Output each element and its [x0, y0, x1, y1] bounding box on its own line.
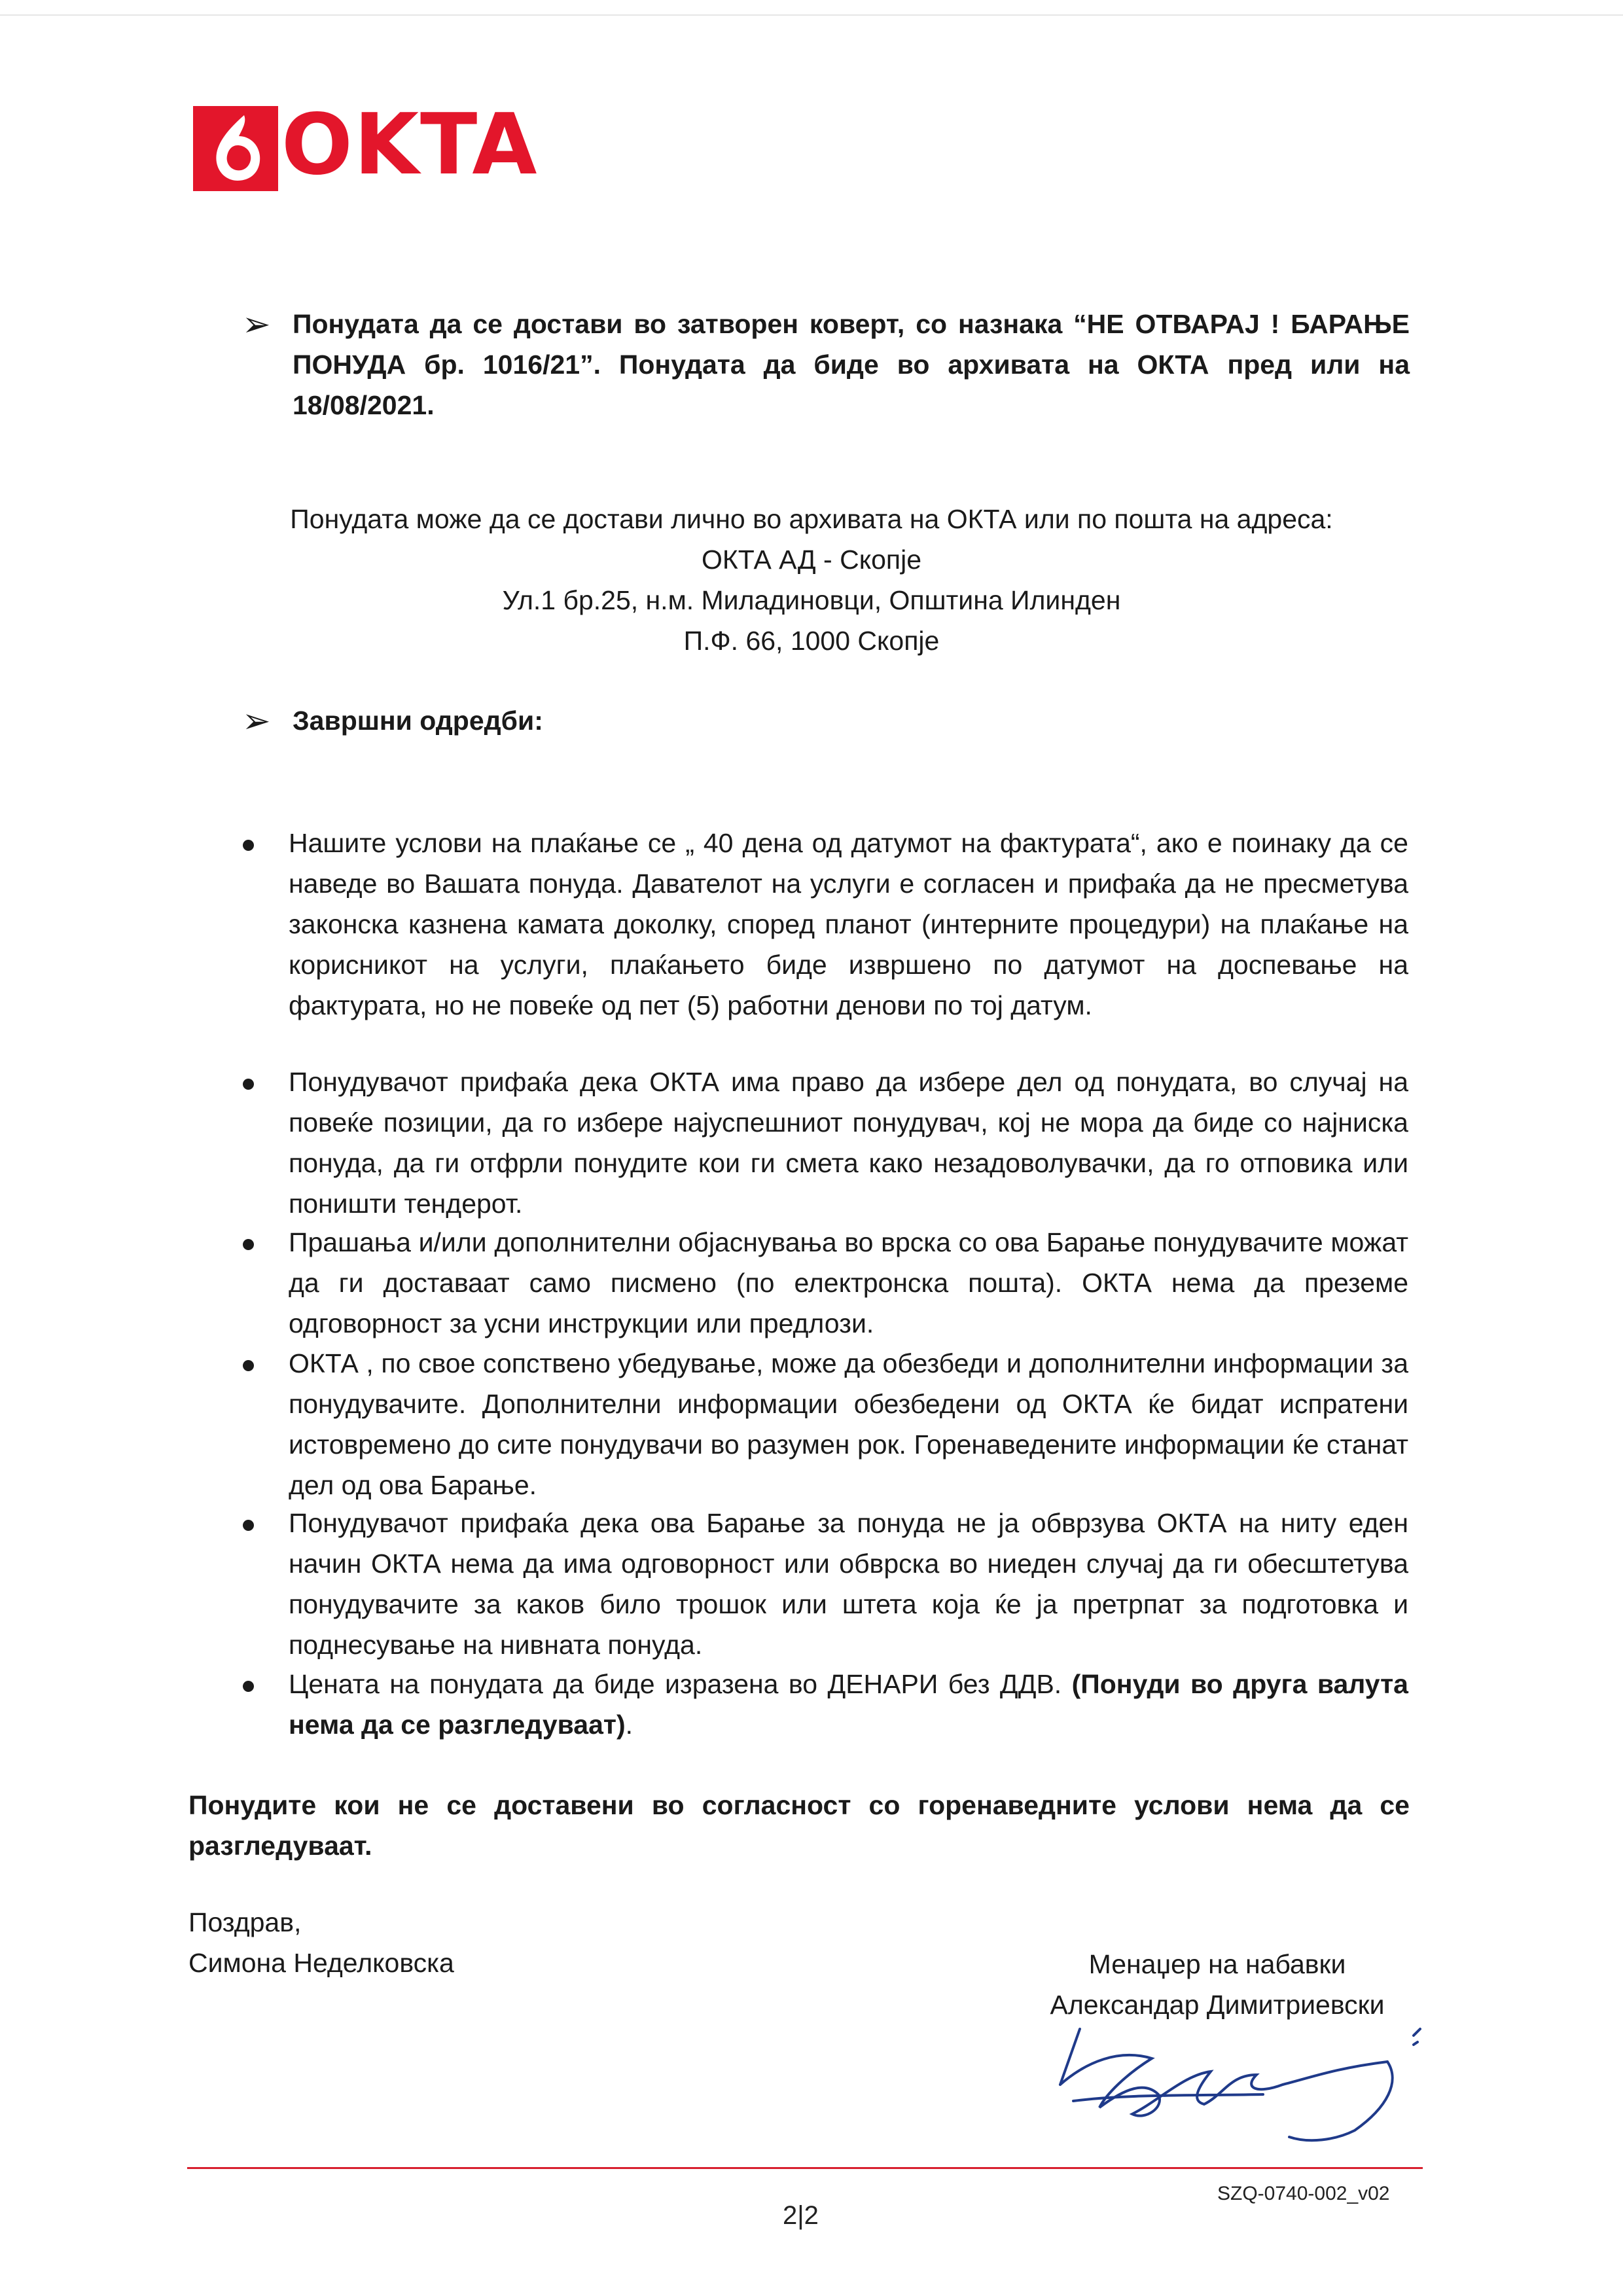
price-currency-text: Цената на понудата да биде изразена во ДЕНАРИ без ДДВ. [289, 1669, 1072, 1699]
closing-notice: Понудите кои не се доставени во согласност со горенаведните услови нема да се разгледуваат. [188, 1790, 1410, 1861]
bullet-dot-icon [243, 1079, 254, 1090]
address-intro: Понудата може да се достави лично во архивата на ОКТА или по пошта на адреса: [290, 504, 1333, 534]
address-pobox: П.Ф. 66, 1000 Скопје [683, 626, 940, 656]
bullet-dot-icon [243, 1239, 254, 1250]
submission-instructions [293, 304, 1410, 425]
greeting: Поздрав, [188, 1907, 302, 1937]
okta-logo [193, 96, 539, 196]
okta-logo-mark-icon [193, 106, 278, 191]
provision-item-4: ОКТА , по свое сопствено убедување, може да обезбеди и дополнителни информации за понудувачите. Дополнителни информации обезбедени од ОКТА ќе бидат испратени истовремено до сите понудувачи во разумен рок. Горенаведените информации ќе станат дел од ова Барање. [289, 1348, 1408, 1500]
arrow-bullet-icon: ➢ [242, 702, 271, 740]
signatory-name: Александар Димитриевски [1050, 1990, 1385, 2020]
signatory-title: Менаџер на набавки [1088, 1949, 1346, 1979]
submission-line-2: ПОНУДА бр. 1016/21”. Понудата да биде во архивата на ОКТА пред или на [293, 350, 1410, 380]
bullet-dot-icon [243, 840, 254, 851]
arrow-bullet-icon: ➢ [242, 306, 271, 344]
footer-divider [187, 2167, 1423, 2169]
bullet-dot-icon [243, 1520, 254, 1531]
scan-edge [0, 14, 1623, 16]
bullet-dot-icon [243, 1360, 254, 1371]
provision-item-2: Понудувачот прифаќа дека ОКТА има право да избере дел од понудата, во случај на повеќе позиции, да го избере најуспешниот понудувач, кој не мора да биде со најниска понуда, да ги отфрли понудите кои ги смета како незадоволувачки, да го отповика или поништи тендерот. [289, 1067, 1408, 1219]
provision-item-3: Прашања и/или дополнителни објаснувања во врска со ова Барање понудувачите можат да ги доставаат само писмено (по електронска пошта). ОКТА нема да преземе одговорност за усни инструкции или предлози. [289, 1227, 1408, 1338]
provision-item-6-end: . [625, 1710, 633, 1740]
final-provisions-heading: Завршни одредби: [293, 706, 543, 736]
handwritten-signature [1047, 2022, 1440, 2153]
address-block [196, 499, 1427, 661]
page-number: 2|2 [783, 2201, 819, 2230]
submission-line-1: Понудата да се достави во затворен коверт, со назнака “НЕ ОТВАРАЈ ! БАРАЊЕ [293, 309, 1410, 339]
provision-item-5: Понудувачот прифаќа дека ова Барање за понуда не ја обврзува ОКТА на ниту еден начин ОКТА нема да има одговорност или обврска во ниеден случај да ги обесштетува понудувачите за каков било трошок или штета која ќе ја претрпат за подготовка и поднесување на нивната понуда. [289, 1508, 1408, 1660]
document-code: SZQ-0740-002_v02 [1217, 2183, 1390, 2204]
okta-wordmark: OKTA [281, 96, 539, 194]
bullet-dot-icon [243, 1681, 254, 1692]
sender-name: Симона Неделковска [188, 1948, 454, 1978]
provision-item-1: Нашите услови на плаќање се „ 40 дена од датумот на фактурата“, ако е поинаку да се наведе во Вашата понуда. Давателот на услуги е согласен и прифаќа да не пресметува законска казнена камата доколку, според планот (интерните процедури) на плаќање на корисникот на услуги, плаќањето биде извршено по датумот на доспевање на фактурата, но не повеќе од пет (5) работни денови по тој датум. [289, 828, 1408, 1020]
address-street: Ул.1 бр.25, н.м. Миладиновци, Општина Илинден [502, 585, 1121, 615]
other-currency-note: (Понуди во друга валута нема да се разгледуваат) [289, 1669, 1408, 1740]
submission-line-3: 18/08/2021. [293, 390, 435, 420]
address-company: ОКТА АД - Скопје [701, 545, 922, 575]
signoff-right [1008, 1944, 1427, 2025]
provision-item-6 [289, 1664, 1408, 1745]
signoff-left [188, 1902, 454, 1983]
